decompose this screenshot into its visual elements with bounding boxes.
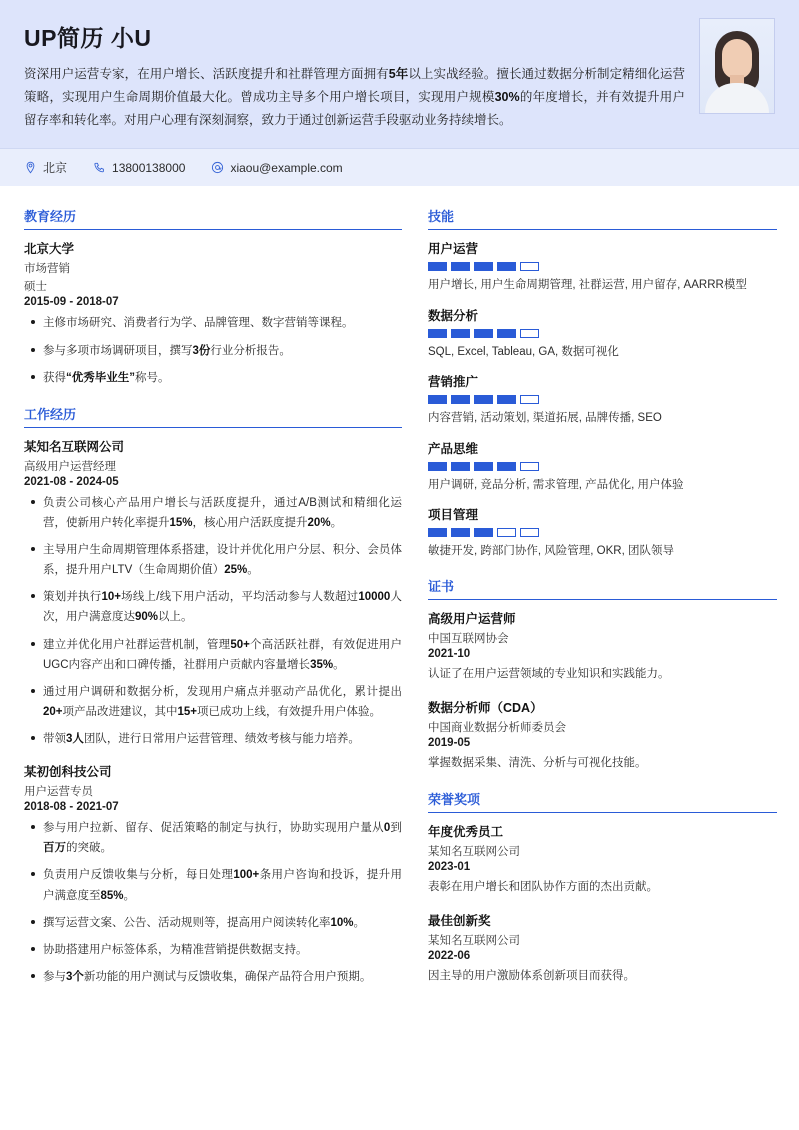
education-entry bbox=[24, 239, 402, 387]
school-name: 北京大学 bbox=[24, 242, 75, 257]
work-entries bbox=[24, 437, 402, 987]
credential-description: 因主导的用户激励体系创新项目而获得。 bbox=[428, 969, 635, 982]
resume-body bbox=[0, 186, 799, 1027]
credential-date: 2021-10 bbox=[428, 648, 471, 661]
list-item: 带领3人团队，进行日常用户运营管理、绩效考核与能力培养。 bbox=[43, 729, 402, 749]
skill-keywords: 敏捷开发, 跨部门协作, 风险管理, OKR, 团队领导 bbox=[428, 544, 674, 557]
certificate-entries bbox=[428, 609, 777, 773]
skill-level-bar bbox=[428, 329, 447, 338]
list-item: 策划并执行10+场线上/线下用户活动，平均活动参与人数超过10000人次，用户满意度达90%以上。 bbox=[43, 587, 402, 627]
credential-issuer: 某知名互联网公司 bbox=[428, 934, 520, 947]
contact-location bbox=[24, 159, 67, 176]
credential-issuer: 某知名互联网公司 bbox=[428, 846, 520, 859]
degree: 硕士 bbox=[24, 281, 47, 294]
skill-level-bar bbox=[474, 462, 493, 471]
list-item: 负责用户反馈收集与分析，每日处理100+条用户咨询和投诉，提升用户满意度至85%。 bbox=[43, 865, 402, 905]
list-item: 协助搭建用户标签体系，为精准营销提供数据支持。 bbox=[43, 940, 402, 960]
skill-level-bar bbox=[428, 528, 447, 537]
skill-level-bar bbox=[474, 262, 493, 271]
page-title: UP简历 小U bbox=[24, 25, 152, 51]
contact-bar bbox=[0, 148, 799, 186]
skill-level-bar bbox=[451, 462, 470, 471]
section-title-work: 工作经历 bbox=[24, 404, 402, 428]
skill-level-meter bbox=[428, 329, 777, 338]
skill-keywords: SQL, Excel, Tableau, GA, 数据可视化 bbox=[428, 345, 619, 358]
honor-entries bbox=[428, 822, 777, 986]
list-item: 主修市场研究、消费者行为学、品牌管理、数字营销等课程。 bbox=[43, 313, 402, 333]
skill-keywords: 用户调研, 竞品分析, 需求管理, 产品优化, 用户体验 bbox=[428, 478, 684, 491]
date-range: 2015-09 - 2018-07 bbox=[24, 296, 119, 309]
section-skills bbox=[428, 206, 777, 560]
skill-name: 营销推广 bbox=[428, 375, 479, 390]
skill-item bbox=[428, 306, 777, 361]
skill-level-bar bbox=[497, 462, 516, 471]
company-name: 某初创科技公司 bbox=[24, 765, 112, 780]
skill-item bbox=[428, 372, 777, 427]
phone-icon bbox=[93, 161, 106, 174]
credential-description: 掌握数据采集、清洗、分析与可视化技能。 bbox=[428, 756, 647, 769]
skill-level-bar bbox=[428, 395, 447, 404]
date-range: 2018-08 - 2021-07 bbox=[24, 801, 119, 814]
skill-level-bar bbox=[520, 395, 539, 404]
section-honors bbox=[428, 789, 777, 986]
skill-keywords: 用户增长, 用户生命周期管理, 社群运营, 用户留存, AARRR模型 bbox=[428, 279, 747, 292]
credential-entry bbox=[428, 609, 777, 685]
contact-location-text: 北京 bbox=[43, 161, 68, 176]
company-name: 某知名互联网公司 bbox=[24, 439, 125, 454]
list-item: 参与3个新功能的用户测试与反馈收集，确保产品符合用户预期。 bbox=[43, 967, 402, 987]
skill-level-bar bbox=[474, 395, 493, 404]
education-entries bbox=[24, 239, 402, 387]
contact-email-text: xiaou@example.com bbox=[230, 160, 343, 175]
credential-description: 认证了在用户运营领域的专业知识和实践能力。 bbox=[428, 668, 670, 681]
skill-list bbox=[428, 239, 777, 560]
skill-level-bar bbox=[451, 528, 470, 537]
credential-title: 数据分析师（CDA） bbox=[428, 700, 543, 715]
job-title: 用户运营专员 bbox=[24, 786, 93, 799]
skill-level-bar bbox=[497, 329, 516, 338]
section-title-certificates: 证书 bbox=[428, 576, 777, 600]
list-item: 获得“优秀毕业生”称号。 bbox=[43, 368, 402, 388]
skill-level-bar bbox=[520, 262, 539, 271]
avatar-face bbox=[722, 39, 752, 79]
skill-name: 数据分析 bbox=[428, 308, 479, 323]
skill-level-bar bbox=[474, 329, 493, 338]
skill-level-meter bbox=[428, 395, 777, 404]
list-item: 负责公司核心产品用户增长与活跃度提升，通过A/B测试和精细化运营，使新用户转化率提升15%，核心用户活跃度提升20%。 bbox=[43, 493, 402, 533]
credential-entry bbox=[428, 822, 777, 898]
skill-level-bar bbox=[520, 528, 539, 537]
skill-level-bar bbox=[451, 329, 470, 338]
date-range: 2021-08 - 2024-05 bbox=[24, 475, 119, 488]
skill-name: 用户运营 bbox=[428, 242, 479, 257]
skill-level-meter bbox=[428, 262, 777, 271]
skill-name: 产品思维 bbox=[428, 441, 479, 456]
skill-level-bar bbox=[497, 395, 516, 404]
work-bullets bbox=[24, 493, 402, 749]
work-bullets bbox=[24, 818, 402, 987]
credential-issuer: 中国商业数据分析师委员会 bbox=[428, 721, 566, 734]
profile-summary: 资深用户运营专家，在用户增长、活跃度提升和社群管理方面拥有5年以上实战经验。擅长通过数据分析制定精细化运营策略，实现用户生命周期价值最大化。曾成功主导多个用户增长项目，实现用户规模30%的年度增长，并有效提升用户留存率和转化率。对用户心理有深刻洞察，致力于通过创新运营手段驱动业务持续增长。 bbox=[24, 67, 685, 128]
skill-level-bar bbox=[428, 462, 447, 471]
credential-date: 2019-05 bbox=[428, 736, 471, 749]
list-item: 主导用户生命周期管理体系搭建，设计并优化用户分层、积分、会员体系，提升用户LTV（生命周期价值）25%。 bbox=[43, 540, 402, 580]
job-title: 高级用户运营经理 bbox=[24, 460, 116, 473]
skill-name: 项目管理 bbox=[428, 507, 479, 522]
list-item: 参与多项市场调研项目，撰写3份行业分析报告。 bbox=[43, 341, 402, 361]
skill-level-bar bbox=[428, 262, 447, 271]
credential-entry bbox=[428, 911, 777, 987]
contact-email bbox=[211, 161, 342, 175]
credential-issuer: 中国互联网协会 bbox=[428, 633, 509, 646]
skill-item bbox=[428, 505, 777, 560]
section-certificates bbox=[428, 576, 777, 773]
right-column bbox=[428, 206, 777, 1002]
avatar bbox=[699, 18, 775, 114]
list-item: 参与用户拉新、留存、促活策略的制定与执行，协助实现用户量从0到百万的突破。 bbox=[43, 818, 402, 858]
education-bullets bbox=[24, 313, 402, 387]
skill-level-bar bbox=[520, 462, 539, 471]
skill-item bbox=[428, 239, 777, 294]
skill-level-bar bbox=[497, 528, 516, 537]
email-icon bbox=[211, 161, 224, 174]
skill-level-bar bbox=[520, 329, 539, 338]
list-item: 通过用户调研和数据分析，发现用户痛点并驱动产品优化，累计提出20+项产品改进建议，其中15+项已成功上线，有效提升用户体验。 bbox=[43, 682, 402, 722]
left-column bbox=[24, 206, 402, 1003]
skill-level-bar bbox=[474, 528, 493, 537]
credential-entry bbox=[428, 698, 777, 774]
skill-level-bar bbox=[451, 395, 470, 404]
skill-level-meter bbox=[428, 462, 777, 471]
section-work bbox=[24, 404, 402, 987]
section-title-education: 教育经历 bbox=[24, 206, 402, 230]
location-icon bbox=[24, 161, 37, 174]
header-text-block bbox=[24, 18, 685, 132]
credential-title: 最佳创新奖 bbox=[428, 913, 491, 928]
contact-phone-text: 13800138000 bbox=[112, 160, 186, 175]
skill-item bbox=[428, 439, 777, 494]
section-title-skills: 技能 bbox=[428, 206, 777, 230]
avatar-body bbox=[705, 83, 769, 113]
skill-level-bar bbox=[497, 262, 516, 271]
work-entry bbox=[24, 762, 402, 987]
skill-level-bar bbox=[451, 262, 470, 271]
list-item: 撰写运营文案、公告、活动规则等，提高用户阅读转化率10%。 bbox=[43, 913, 402, 933]
skill-keywords: 内容营销, 活动策划, 渠道拓展, 品牌传播, SEO bbox=[428, 412, 662, 425]
credential-title: 年度优秀员工 bbox=[428, 825, 504, 840]
resume-header bbox=[0, 0, 799, 148]
skill-level-meter bbox=[428, 528, 777, 537]
credential-description: 表彰在用户增长和团队协作方面的杰出贡献。 bbox=[428, 881, 658, 894]
contact-phone bbox=[93, 161, 185, 175]
section-education bbox=[24, 206, 402, 387]
list-item: 建立并优化用户社群运营机制，管理50+个高活跃社群，有效促进用户UGC内容产出和口碑传播，社群用户贡献内容量增长35%。 bbox=[43, 635, 402, 675]
major: 市场营销 bbox=[24, 263, 70, 276]
section-title-honors: 荣誉奖项 bbox=[428, 789, 777, 813]
work-entry bbox=[24, 437, 402, 749]
credential-date: 2022-06 bbox=[428, 949, 471, 962]
credential-date: 2023-01 bbox=[428, 861, 471, 874]
credential-title: 高级用户运营师 bbox=[428, 612, 516, 627]
